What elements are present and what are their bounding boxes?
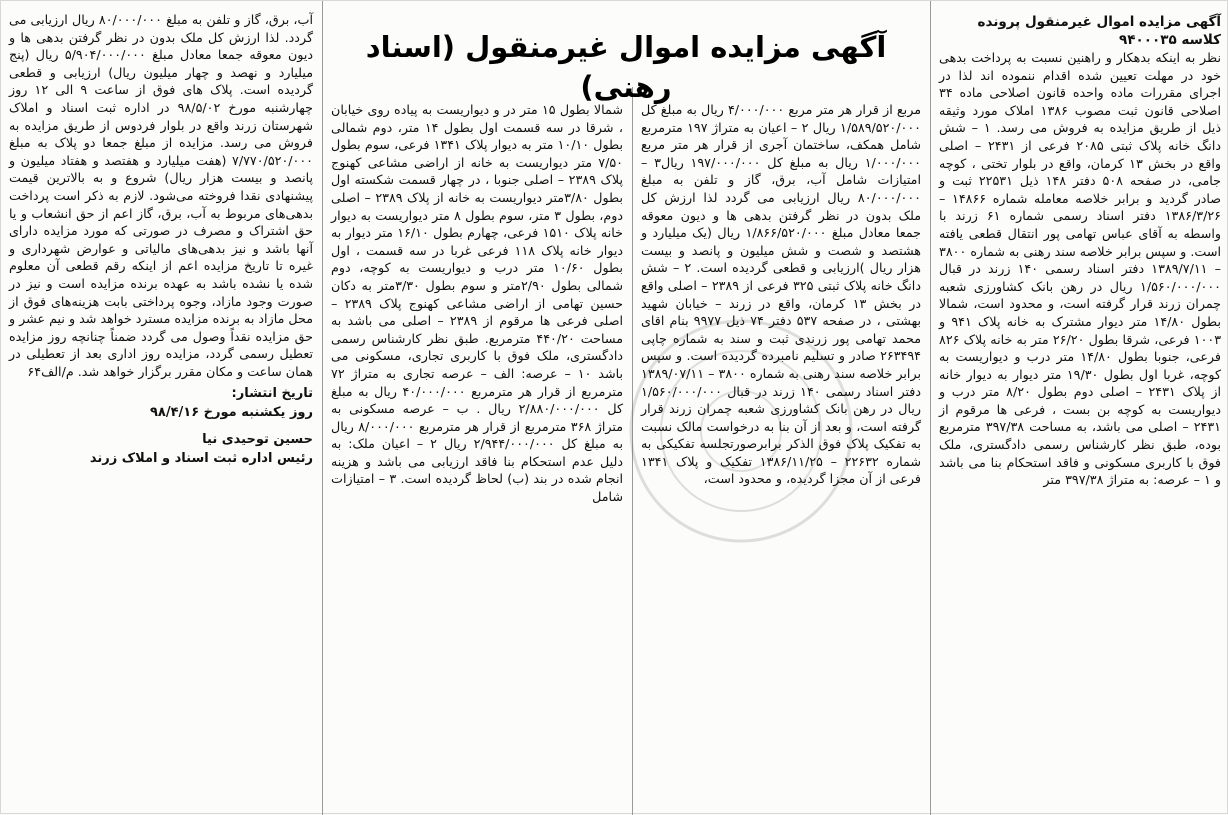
column-text: مربع از قرار هر متر مربع ۴/۰۰۰/۰۰۰ ریال به مبلغ کل ۱/۵۸۹/۵۲۰/۰۰۰ ریال ۲ – اعیان به متراژ ۱۹۷ مترمربع شامل همکف، ساختمان آجری از قرار هر متر مربع ۱/۰۰۰/۰۰۰ ریال به مبلغ کل ۱۹۷/۰۰۰/۰۰۰ ریال۳ – امتیازات شامل آب، برق، گاز و تلفن به مبلغ ۸۰/۰۰۰/۰۰۰ ریال ارزیابی می گردد لذا ارزش کل ملک بدون در نظر گرفتن بدهی ها و دیون معوقه جمعا معادل مبلغ ۱/۸۶۶/۵۲۰/۰۰۰ ریال (یک میلیارد و هشتصد و شصت و شش میلیون و پانصد و بیست هزار ریال )ارزیابی و قطعی گردیده است. ۲ – شش دانگ خانه پلاک ثبتی ۳۲۵ فرعی از ۲۳۸۹ – اصلی واقع در بخش ۱۳ کرمان، واقع در زرند – خیابان شهید بهشتی ، در صفحه ۵۳۷ دفتر ۷۴ ذیل ۹۹۷۷ بنام اقای محمد تهامی پور زرندی ثبت و سند به شماره چاپی ۲۶۳۴۹۴ صادر و تسلیم نامبرده گردیده است. و سپس برابر خلاصه سند رهنی به شماره ۳۸۰۰ – ۱۳۸۹/۰۷/۱۱ دفتر اسناد رسمی ۱۴۰ زرند در قبال ۱/۵۶۰/۰۰۰/۰۰۰ ریال در رهن بانک کشاورزی شعبه چمران زرند قرار گرفته است، و بعد از آن بنا به درخواست مالک نسبت به تفکیک پلاک فوق الذکر برابرصورتجلسه تفکیکی به شماره ۲۲۶۳۲ – ۱۳۸۶/۱۱/۲۵ تفکیک و پلاک ۱۳۴۱ فرعی از آن مجزا گردیده، و محدود است، <box>641 102 922 487</box>
notice-column-3 <box>323 1 631 815</box>
column-text: شمالا بطول ۱۵ متر در و دیواریست به پیاده روی خیابان ، شرقا در سه قسمت اول بطول ۱۴ متر، دوم شمالی بطول ۱۰/۱۰ متر به دیوار پلاک ۱۳۴۱ فرعی، سوم بطول ۷/۵۰ متر دیواریست به خانه از اراضی مشاعی کهنوج پلاک ۲۳۸۹ – اصلی جنوبا ، در چهار قسمت شکسته اول بطول ۳/۸۰متر دیواریست به خانه از پلاک ۲۳۸۹ – اصلی دوم، بطول ۳ متر، سوم بطول ۸ متر دیواریست به دیوار خانه پلاک ۱۵۱۰ فرعی، چهارم بطول ۱۶/۱۰ متر دیوار به دیوار خانه پلاک ۱۱۸ فرعی غربا در سه قسمت ، اول بطول ۱۰/۶۰ متر درب و دیواریست به کوچه، دوم شمالی بطول ۲/۹۰متر و سوم بطول ۳/۳۰متر به دکان حسین تهامی از اراضی مشاعی کهنوج پلاک ۲۳۸۹ – اصلی فرعی ها مرقوم از ۲۳۸۹ – اصلی می باشد به مساحت ۴۴۰/۲۰ مترمربع. طبق نظر کارشناس رسمی دادگستری، ملک فوق با کاربری تجاری، مسکونی می باشد ۱۰ – عرصه: الف – عرصه تجاری به متراژ ۷۲ مترمربع از قرار هر مترمربع ۴۰/۰۰۰/۰۰۰ ریال به مبلغ کل ۲/۸۸۰/۰۰۰/۰۰۰ ریال . ب – عرصه مسکونی به متراژ ۳۶۸ مترمربع از قرار هر مترمربع ۸/۰۰۰/۰۰۰ ریال به مبلغ کل ۲/۹۴۴/۰۰۰/۰۰۰ ریال ۲ – اعیان ملک: به دلیل عدم استحکام بنا فاقد ارزیابی می باشد و هزینه انجام شده در بند (ب) لحاظ گردیده است. ۳ – امتیازات شامل <box>331 102 623 505</box>
signer-name: حسین توحیدی نیا <box>202 432 313 448</box>
notice-column-4 <box>1 1 321 815</box>
column-text: نظر به اینکه بدهکار و راهنین نسبت به پرداخت بدهی خود در مهلت تعیین شده اقدام ننموده اند لذا در اجرای مقررات ماده واحده قانون اصلاحی ماده ۳۴ اصلاحی قانون ثبت مصوب ۱۳۸۶ املاک مورد وثیقه ذیل از طریق مزایده به فروش می رسد. ۱ – شش دانگ خانه پلاک ثبتی ۲۰۸۵ فرعی از ۲۴۳۱ – اصلی واقع در بخش ۱۳ کرمان، واقع در بلوار تختی ، کوچه جامی، در صفحه ۵۰۸ دفتر ۱۴۸ ذیل ۲۲۵۳۱ ثبت و صادر گردید و برابر خلاصه معامله شماره ۱۴۸۶۶ – ۱۳۸۶/۳/۲۶ دفتر اسناد رسمی شماره ۶۱ زرند با واسطه به آقای عباس تهامی پور انتقال قطعی یافته است. و سپس برابر خلاصه سند رهنی به شماره ۳۸۰۰ – ۱۳۸۹/۷/۱۱ دفتر اسناد رسمی ۱۴۰ زرند در قبال ۱/۵۶۰/۰۰۰/۰۰۰ ریال در رهن بانک کشاورزی شعبه چمران زرند قرار گرفته است، و محدود است، شمالا بطول ۱۴/۸۰ متر دیوار مشترک به خانه پلاک ۹۴۱ و ۱۰۰۳ فرعی، شرقا بطول ۲۶/۲۰ متر به خانه پلاک ۸۲۶ فرعی، جنوبا بطول ۱۴/۸۰ متر درب و دیواریست به کوچه، غربا اول بطول ۱۹/۳۰ متر دیوار به دیوار خانه از پلاک ۲۴۳۱ – اصلی دوم بطول ۸/۲۰ متر درب و دیواریست به کوچه بن بست ، فرعی ها مرقوم از ۲۴۳۱ – اصلی می باشد، به مساحت ۳۹۷/۳۸ مترمربع بوده، طبق نظر کارشناس رسمی دادگستری، ملک فوق با کاربری مسکونی و فاقد استحکام بنا می باشد و ۱ – عرصه: به متراژ ۳۹۷/۳۸ متر <box>939 50 1222 488</box>
case-number: کلاسه ۹۴۰۰۰۳۵ <box>1119 32 1221 48</box>
publication-date: روز یکشنبه مورخ ۹۸/۴/۱۶ <box>149 405 313 421</box>
notice-column-2 <box>633 1 929 815</box>
notice-column-1 <box>931 1 1228 815</box>
signer-title: رئیس اداره ثبت اسناد و املاک زرند <box>89 451 313 467</box>
publication-label: تاریخ انتشار: <box>231 386 313 402</box>
case-heading: آگهی مزایده اموال غیرمنقول پرونده <box>977 14 1221 30</box>
notice-title: آگهی مزایده اموال غیرمنقول (اسناد رهنی) <box>365 30 887 104</box>
column-text: آب، برق، گاز و تلفن به مبلغ ۸۰/۰۰۰/۰۰۰ ریال ارزیابی می گردد. لذا ارزش کل ملک بدون در نظر گرفتن بدهی ها و دیون معوقه جمعا معادل مبلغ ۵/۹۰۴/۰۰۰/۰۰۰ ریال (پنج میلیارد و نهصد و چهار میلیون ریال) ارزیابی و قطعی گردیده است. پلاک های فوق از ساعت ۹ الی ۱۲ روز چهارشنبه مورخ ۹۸/۵/۰۲ در اداره ثبت اسناد و املاک شهرستان زرند واقع در بلوار فردوس از طریق مزایده به فروش می رسد. مزایده از مبلغ جمعا دو پلاک به مبلغ ۷/۷۷۰/۵۲۰/۰۰۰ (هفت میلیارد و هفتصد و هفتاد میلیون و پانصد و بیست هزار ریال) شروع و به بالاترین قیمت پیشنهادی نقدا فروخته می‌شود. لازم به ذکر است پرداخت بدهی‌های مربوط به آب، برق، گاز اعم از حق انشعاب و یا حق اشتراک و مصرف در صورتی که مورد مزایده دارای آنها باشد و نیز بدهی‌های مالیاتی و عوارض شهرداری و غیره تا تاریخ مزایده اعم از اینکه رقم قطعی آن معلوم شده یا نشده باشد به عهده برنده مزایده است و نیز در صورت وجود مازاد، وجوه پرداختی بابت هزینه‌های فوق از محل مازاد به برنده مزایده مسترد خواهد شد و نیم عشر و حق مزایده نقداً وصول می گردد ضمناً چنانچه روز مزایده تعطیل رسمی گردد، مزایده روز اداری بعد از تعطیلی در همان ساعت و مکان مقرر برگزار خواهد شد. م/الف۶۴ <box>9 12 313 379</box>
